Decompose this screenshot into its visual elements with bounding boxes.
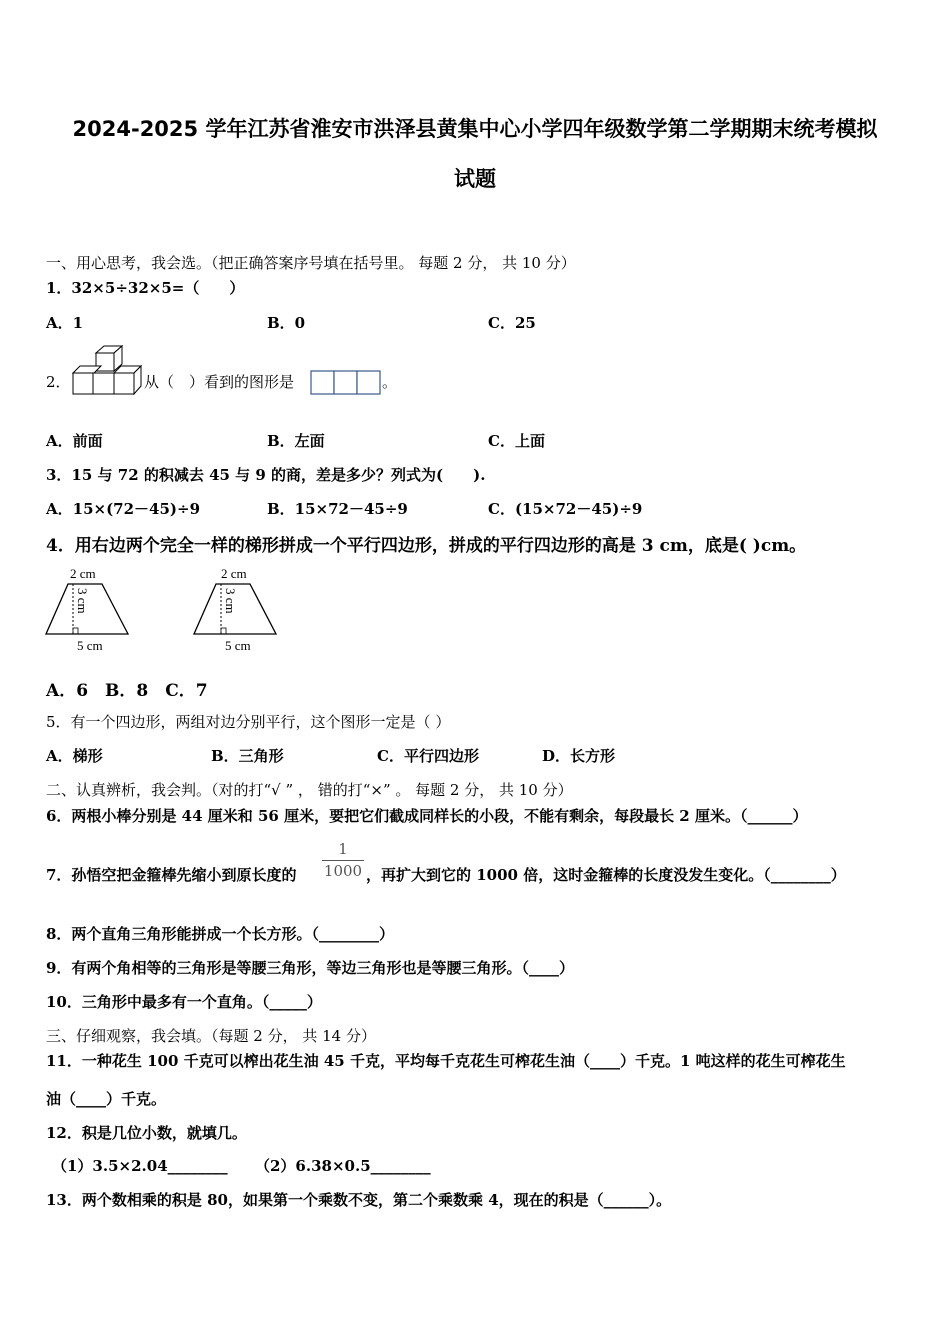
cube-stack-figure [70, 343, 144, 395]
q12-text: 12．积是几位小数，就填几。 [46, 1124, 247, 1142]
q5-option-c: C．平行四边形 [377, 747, 479, 765]
q13-text: 13．两个数相乘的积是 80，如果第一个乘数不变，第二个乘数乘 4，现在的积是（______）。 [46, 1191, 672, 1209]
q6-text: 6．两根小棒分别是 44 厘米和 56 厘米，要把它们截成同样长的小段，不能有剩余，每段最长 2 厘米。（______） [46, 807, 808, 825]
q3-option-a: A．15×(72－45)÷9 [46, 500, 201, 518]
q5-option-a: A．梯形 [46, 747, 103, 765]
three-squares-figure [310, 370, 382, 396]
q1-option-c: C．25 [488, 314, 536, 332]
q8-text: 8．两个直角三角形能拼成一个长方形。（________） [46, 925, 394, 943]
q2-option-c: C．上面 [488, 432, 545, 450]
q9-text: 9．有两个角相等的三角形是等腰三角形，等边三角形也是等腰三角形。（____） [46, 959, 574, 977]
q5-stem: 5．有一个四边形，两组对边分别平行，这个图形一定是（ ） [46, 713, 451, 731]
trapezoid-1-top-label: 2 cm [70, 566, 96, 581]
section-3-heading: 三、仔细观察，我会填。（每题 2 分， 共 14 分） [46, 1027, 376, 1045]
q4-stem: 4．用右边两个完全一样的梯形拼成一个平行四边形，拼成的平行四边形的高是 3 cm，底是( )cm。 [46, 536, 807, 556]
trapezoid-2-top-label: 2 cm [221, 566, 247, 581]
page-title-line2: 试题 [454, 167, 496, 191]
q1-option-b: B．0 [267, 314, 306, 332]
q7-text-after: ，再扩大到它的 1000 倍，这时金箍棒的长度没发生变化。（________） [366, 866, 846, 884]
q5-option-b: B．三角形 [211, 747, 284, 765]
q2-number: 2． [46, 373, 71, 391]
q2-option-a: A．前面 [46, 432, 103, 450]
q3-stem: 3．15 与 72 的积减去 45 与 9 的商，差是多少？列式为( ). [46, 466, 486, 484]
q12-part-2: （2）6.38×0.5________ [255, 1157, 431, 1175]
q12-part-1: （1）3.5×2.04________ [52, 1157, 228, 1175]
q7-fraction-denominator: 1000 [323, 862, 363, 880]
trapezoid-2-height-label: 3 cm [223, 588, 238, 614]
q11-text-line2: 油（____）千克。 [46, 1090, 167, 1108]
section-1-heading: 一、用心思考，我会选。（把正确答案序号填在括号里。 每题 2 分， 共 10 分） [46, 254, 576, 272]
q3-option-b: B．15×72－45÷9 [267, 500, 408, 518]
trapezoid-1-bottom-label: 5 cm [77, 638, 103, 653]
trapezoid-1-height-label: 3 cm [75, 588, 90, 614]
q11-text-line1: 11．一种花生 100 千克可以榨出花生油 45 千克，平均每千克花生可榨花生油（____）千克。1 吨这样的花生可榨花生 [46, 1052, 846, 1070]
q1-stem: 1．32×5÷32×5=（ ） [46, 279, 245, 297]
q2-stem: 从（ ）看到的图形是 [144, 373, 295, 391]
section-2-heading: 二、认真辨析，我会判。（对的打“√ ” ， 错的打“×” 。 每题 2 分， 共 10 分） [46, 781, 573, 799]
q10-text: 10．三角形中最多有一个直角。（_____） [46, 993, 322, 1011]
q5-option-d: D．长方形 [542, 747, 616, 765]
trapezoid-figure-1 [40, 562, 140, 654]
q1-option-a: A．1 [46, 314, 84, 332]
q7-text-before: 7．孙悟空把金箍棒先缩小到原长度的 [46, 866, 297, 884]
q7-fraction-numerator: 1 [338, 840, 348, 858]
q7-fraction [322, 838, 364, 881]
trapezoid-2-bottom-label: 5 cm [225, 638, 251, 653]
q4-options: A．6 B．8 C．7 [46, 681, 208, 701]
q2-option-b: B．左面 [267, 432, 325, 450]
q2-stem-end: 。 [382, 373, 398, 391]
trapezoid-figure-2 [188, 562, 288, 654]
page-title-line1: 2024-2025 学年江苏省淮安市洪泽县黄集中心小学四年级数学第二学期期末统考模拟 [72, 117, 878, 141]
q3-option-c: C．(15×72－45)÷9 [488, 500, 643, 518]
